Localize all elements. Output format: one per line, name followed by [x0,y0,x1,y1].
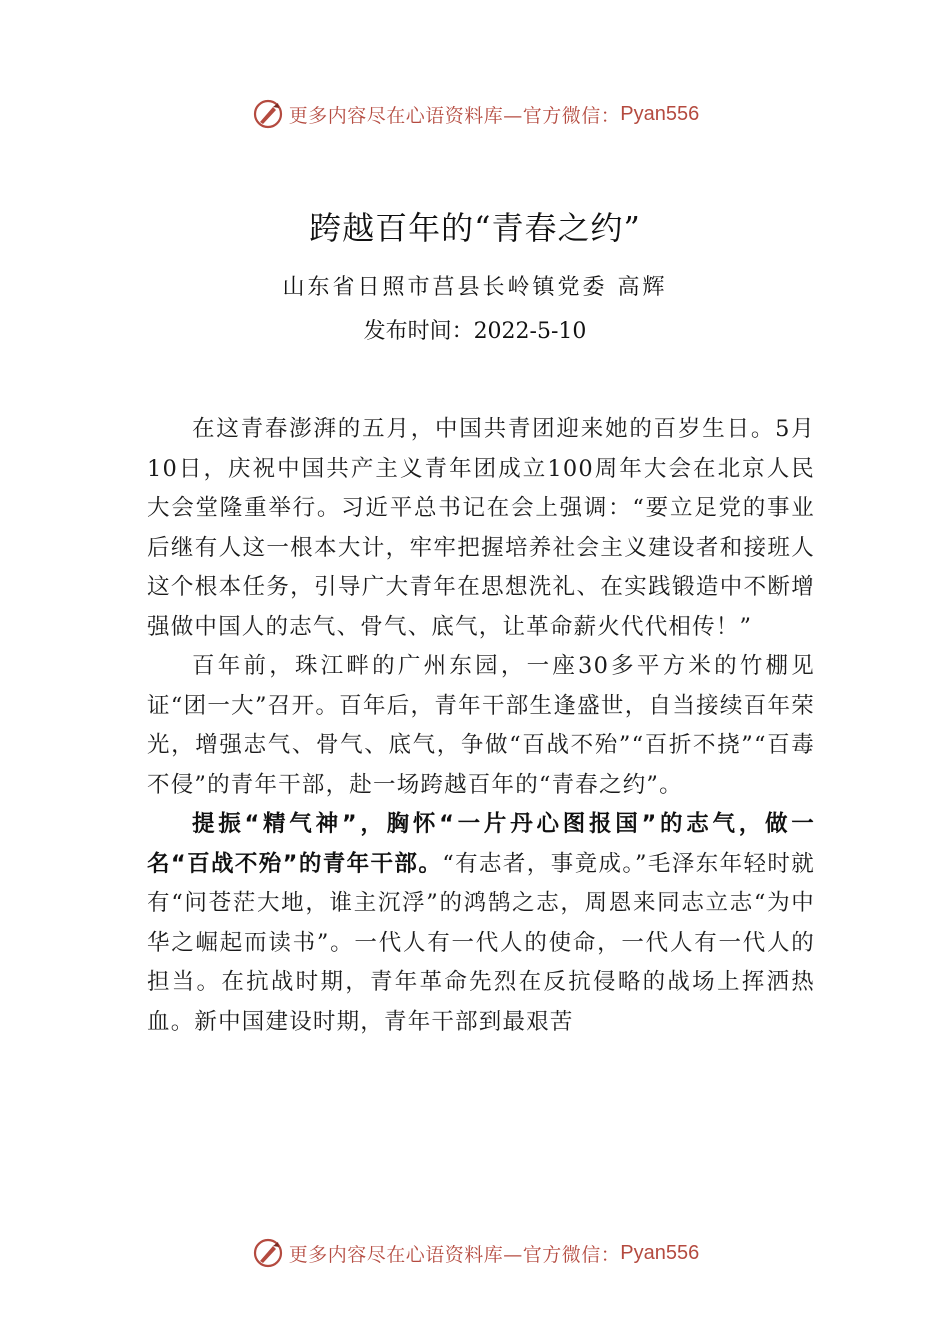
article-title: 跨越百年的“青春之约” [309,209,641,247]
watermark-text: 更多内容尽在心语资料库—官方微信： [288,1243,621,1266]
watermark-text: 更多内容尽在心语资料库—官方微信： [288,104,621,127]
paragraph-text: 在这青春澎湃的五月，中国共青团迎来她的百岁生日。5月10日，庆祝中国共产主义青年团成立100周年大会在北京人民大会堂隆重举行。习近平总书记在会上强调：“要立足党的事业后继有人这一根本大计，牢牢把握培养社会主义建设者和接班人这个根本任务，引导广大青年在思想洗礼、在实践锻造中不断增强做中国人的志气、骨气、底气，让革命薪火代代相传！” [147,416,815,640]
paragraph-text: 百年前，珠江畔的广州东园，一座30多平方米的竹棚见证“团一大”召开。百年后，青年干部生逢盛世，自当接续百年荣光，增强志气、骨气、底气，争做“百战不殆”“百折不挠”“百毒不侵”的青年干部，赴一场跨越百年的“青春之约”。 [147,653,815,798]
watermark-banner-top [0,94,950,134]
watermark-banner-bottom [0,1233,950,1273]
paragraph [147,647,815,805]
paragraph-text: “有志者，事竟成。”毛泽东年轻时就有“问苍茫大地，谁主沉浮”的鸿鹄之志，周恩来同志立志“为中华之崛起而读书”。一代人有一代人的使命，一代人有一代人的担当。在抗战时期，青年革命先烈在反抗侵略的战场上挥洒热血。新中国建设时期，青年干部到最艰苦 [147,850,815,1035]
article-date: 发布时间：2022-5-10 [363,319,587,344]
paragraph-lead: 提振“精气神”，胸怀“一片丹心图报国”的志气，做一名“百战不殆”的青年干部。 [147,811,815,877]
article-body [147,410,815,1042]
paragraph [147,410,815,647]
pen-logo-icon [251,1236,285,1270]
paragraph [147,805,815,1042]
article-author: 山东省日照市莒县长岭镇党委 高辉 [282,275,668,300]
watermark-wechat-id: Pyan556 [620,102,700,125]
watermark-wechat-id: Pyan556 [620,1241,700,1264]
pen-logo-icon [251,97,285,131]
